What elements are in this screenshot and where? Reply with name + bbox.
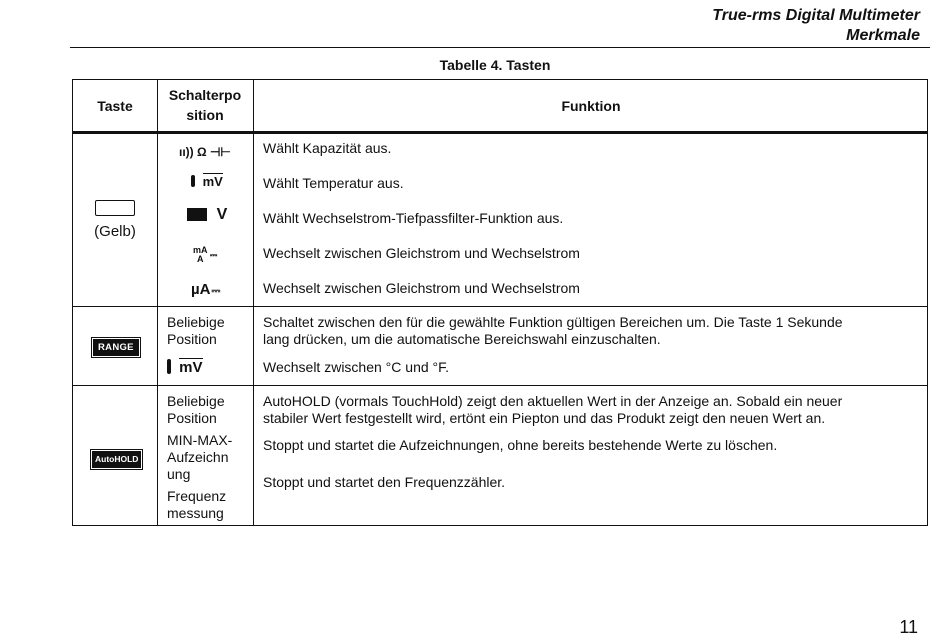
- page-number: 11: [899, 617, 918, 637]
- temp-unit-function: Wechselt zwischen °C und °F.: [263, 359, 450, 375]
- autohold-position-l2: Position: [167, 410, 217, 426]
- ua-symbol: µA: [191, 281, 211, 298]
- table-caption: Tabelle 4. Tasten: [439, 57, 551, 73]
- row-divider: [73, 385, 927, 386]
- range-key-icon: RANGE: [93, 339, 139, 356]
- autohold-key-icon: AutoHOLD: [92, 451, 141, 468]
- function-ac-dc-ua: Wechselt zwischen Gleichstrom und Wechselstrom: [263, 280, 580, 296]
- col-divider: [157, 80, 158, 525]
- ua-acdc-icon: µA⎓: [191, 281, 221, 298]
- row-divider: [73, 306, 927, 307]
- thermometer-icon: [191, 175, 195, 187]
- yellow-key-icon: [95, 200, 135, 216]
- function-temperature: Wählt Temperatur aus.: [263, 175, 404, 191]
- frequency-position-l1: Frequenz: [167, 488, 227, 504]
- function-capacitance: Wählt Kapazität aus.: [263, 140, 392, 156]
- yellow-key-label: (Gelb): [94, 223, 136, 240]
- function-ac-dc-ma: Wechselt zwischen Gleichstrom und Wechselstrom: [263, 245, 580, 261]
- autohold-function-l1: AutoHOLD (vormals TouchHold) zeigt den aktuellen Wert in der Anzeige an. Sobald ein neuer: [263, 393, 843, 409]
- thermometer-mv-icon: [191, 173, 223, 189]
- a-symbol: A: [197, 254, 204, 264]
- continuity-ohm-capacitance-icon: ıı)) Ω ⊣⊢: [179, 145, 231, 159]
- mv-symbol: mV: [179, 359, 203, 376]
- frequency-function: Stoppt und startet den Frequenzzähler.: [263, 474, 506, 490]
- range-position-l1: Beliebige: [167, 314, 225, 330]
- thermometer-icon: [167, 359, 171, 374]
- col-header-schalter-l2: sition: [186, 107, 224, 123]
- minmax-position-l2: Aufzeichn: [167, 449, 229, 465]
- col-divider: [253, 80, 254, 525]
- header-rule: [70, 47, 930, 48]
- function-lowpass: Wählt Wechselstrom-Tiefpassfilter-Funktion aus.: [263, 210, 564, 226]
- mv-symbol: mV: [202, 174, 223, 189]
- range-position-l2: Position: [167, 331, 217, 347]
- col-header-taste: Taste: [97, 98, 133, 114]
- col-header-schalter-l1: Schalterpo: [168, 87, 242, 103]
- ma-a-acdc-icon: [193, 246, 208, 264]
- lowpass-filter-icon: [187, 208, 207, 221]
- keys-table: [72, 79, 928, 526]
- minmax-position-l1: MIN-MAX-: [167, 432, 233, 448]
- header-subtitle: Merkmale: [846, 27, 920, 44]
- minmax-function: Stoppt und startet die Aufzeichnungen, ohne bereits bestehende Werte zu löschen.: [263, 437, 778, 453]
- header-title: True-rms Digital Multimeter: [712, 7, 920, 24]
- running-header: [712, 6, 920, 46]
- minmax-position-l3: ung: [167, 466, 191, 482]
- thermometer-mv-icon-2: [167, 358, 203, 376]
- header-divider: [73, 131, 927, 134]
- frequency-position-l2: messung: [167, 505, 224, 521]
- autohold-function-l2: stabiler Wert festgestellt wird, ertönt ein Piepton und das Produkt zeigt den neuen Wert an.: [263, 410, 826, 426]
- acdc-icon: ⎓: [210, 250, 218, 260]
- range-function-l2: lang drücken, um die automatische Bereichswahl einzuschalten.: [263, 331, 661, 347]
- ma-symbol: mA: [193, 245, 208, 255]
- range-function-l1: Schaltet zwischen den für die gewählte Funktion gültigen Bereichen um. Die Taste 1 Sekunde: [263, 314, 843, 330]
- autohold-position-l1: Beliebige: [167, 393, 225, 409]
- ac-v-symbol: V: [216, 206, 228, 223]
- lowpass-ac-v-icon: [187, 206, 227, 224]
- col-header-funktion: Funktion: [561, 98, 621, 114]
